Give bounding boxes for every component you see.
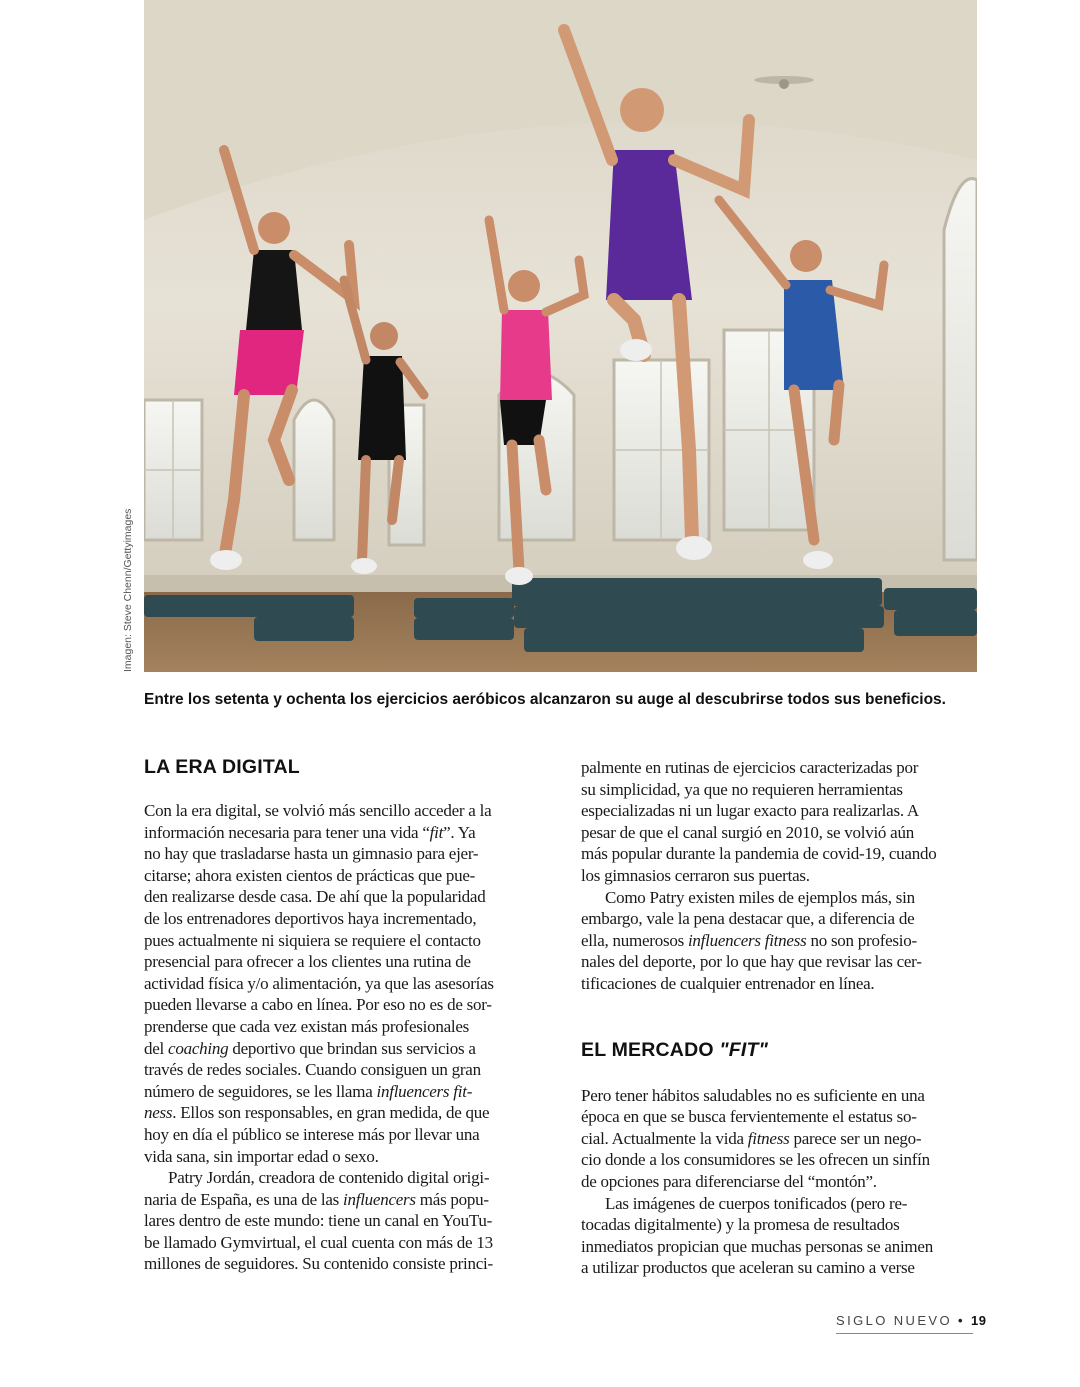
aerobics-photo (144, 0, 977, 672)
text-run: no hay que trasladarse hasta un gimnasio para ejer- (144, 844, 479, 864)
text-run: pueden llevarse a cabo en línea. Por eso no es de sor- (144, 995, 492, 1015)
italic-run: influencers (343, 1189, 416, 1209)
text-run: especializadas ni un lugar exacto para realizarlas. A (581, 801, 919, 821)
italic-run: influencers fit- (376, 1081, 473, 1101)
text-line (581, 779, 977, 801)
text-run: Como Patry existen miles de ejemplos más, sin (605, 887, 915, 907)
text-line (581, 1085, 977, 1107)
text-run: deportivo que brindan sus servicios a (228, 1038, 476, 1058)
text-line (581, 908, 977, 930)
page-footer (836, 1313, 987, 1334)
text-run: vida sana, sin importar edad o sexo. (144, 1146, 379, 1166)
text-line (144, 1253, 540, 1275)
text-line (581, 951, 977, 973)
text-line (144, 994, 540, 1016)
text-line (581, 822, 977, 844)
text-line (144, 1124, 540, 1146)
text-run: Pero tener hábitos saludables no es suficiente en una (581, 1085, 925, 1105)
text-line (581, 1236, 977, 1258)
text-run: número de seguidores, se les llama (144, 1081, 377, 1101)
text-run: pesar de que el canal surgió en 2010, se volvió aún (581, 822, 914, 842)
heading-prefix: EL MERCADO (581, 1038, 720, 1061)
text-line (581, 843, 977, 865)
text-run: presencial para ofrecer a los clientes una rutina de (144, 952, 471, 972)
section1-body-continued (581, 757, 977, 995)
text-line (144, 930, 540, 952)
text-run: cial. Actualmente la vida (581, 1128, 748, 1148)
footer-separator: • (958, 1313, 965, 1328)
text-line (581, 800, 977, 822)
text-run: del (144, 1038, 169, 1058)
text-run: a utilizar productos que aceleran su camino a verse (581, 1258, 915, 1278)
text-run: naria de España, es una de las (144, 1189, 343, 1209)
text-run: . Ellos son responsables, en gran medida, de que (172, 1103, 490, 1123)
text-line (581, 930, 977, 952)
text-run: inmediatos propician que muchas personas se animen (581, 1236, 933, 1256)
text-line (144, 1189, 540, 1211)
text-line (144, 865, 540, 887)
text-run: pues actualmente ni siquiera se requiere el contacto (144, 930, 481, 950)
text-run: hoy en día el público se interese más por llevar una (144, 1124, 480, 1144)
text-run: los gimnasios cerraron sus puertas. (581, 865, 810, 885)
text-line (581, 1214, 977, 1236)
text-line (581, 887, 977, 909)
text-line (144, 1167, 540, 1189)
text-run: be llamado Gymvirtual, el cual cuenta con más de 13 (144, 1232, 493, 1252)
text-run: den realizarse desde casa. De ahí que la popularidad (144, 887, 486, 907)
text-line (581, 865, 977, 887)
text-run: parece ser un nego- (789, 1128, 922, 1148)
left-column (144, 754, 540, 1275)
text-line (581, 1257, 977, 1279)
photo-illustration (144, 0, 977, 672)
text-line (581, 973, 977, 995)
text-run: información necesaria para tener una vida “ (144, 822, 430, 842)
text-line (144, 886, 540, 908)
text-line (144, 1059, 540, 1081)
text-line (144, 1102, 540, 1124)
section1-body (144, 800, 540, 1275)
text-run: cio donde a los consumidores se les ofrecen un sinfín (581, 1150, 930, 1170)
text-run: millones de seguidores. Su contenido consiste princi- (144, 1254, 493, 1274)
text-run: época en que se busca fervientemente el estatus so- (581, 1107, 917, 1127)
text-run: actividad física y/o alimentación, ya que las asesorías (144, 973, 494, 993)
text-run: Las imágenes de cuerpos tonificados (pero re- (605, 1193, 908, 1213)
text-line (144, 1146, 540, 1168)
text-line (144, 1016, 540, 1038)
text-run: Patry Jordán, creadora de contenido digital origi- (168, 1168, 490, 1188)
text-line (581, 1128, 977, 1150)
right-column (581, 757, 977, 1279)
text-run: través de redes sociales. Cuando consiguen un gran (144, 1060, 481, 1080)
text-line (581, 1149, 977, 1171)
heading-italic: "FIT" (719, 1038, 769, 1061)
italic-run: coaching (168, 1038, 229, 1058)
magazine-name: SIGLO NUEVO (836, 1313, 952, 1328)
text-run: no son profesio- (806, 930, 917, 950)
text-line (144, 951, 540, 973)
section-heading-la-era-digital: LA ERA DIGITAL (144, 756, 300, 778)
photo-credit: Imagen: Steve Chenn/Gettyimages (122, 508, 134, 672)
text-run: citarse; ahora existen cientos de prácticas que pue- (144, 865, 476, 885)
text-run: ella, numerosos (581, 930, 688, 950)
text-line (144, 843, 540, 865)
text-run: de los entrenadores deportivos haya incrementado, (144, 908, 477, 928)
text-line (581, 757, 977, 779)
photo-caption: Entre los setenta y ochenta los ejercicios aeróbicos alcanzaron su auge al descubrirse todos sus beneficios. (144, 691, 946, 708)
italic-run: influencers fitness (687, 930, 807, 950)
text-line (144, 1210, 540, 1232)
text-run: su simplicidad, ya que no requieren herramientas (581, 779, 903, 799)
italic-run: ness (144, 1103, 173, 1123)
text-run: Con la era digital, se volvió más sencillo acceder a la (144, 801, 492, 820)
text-line (144, 800, 540, 822)
text-run: embargo, vale la pena destacar que, a diferencia de (581, 909, 915, 929)
text-line (144, 1232, 540, 1254)
italic-run: fit (429, 822, 444, 842)
text-line (581, 1171, 977, 1193)
text-run: de opciones para diferenciarse del “montón”. (581, 1171, 877, 1191)
text-run: lares dentro de este mundo: tiene un canal en YouTu- (144, 1211, 493, 1231)
section-heading-el-mercado-fit (581, 1037, 977, 1063)
section2-body (581, 1085, 977, 1279)
text-line (581, 1106, 977, 1128)
text-run: más popu- (415, 1189, 489, 1209)
text-line (144, 1038, 540, 1060)
text-run: prenderse que cada vez existan más profesionales (144, 1016, 470, 1036)
text-line (581, 1193, 977, 1215)
text-line (144, 973, 540, 995)
text-run: nales del deporte, por lo que hay que revisar las cer- (581, 952, 922, 972)
text-line (144, 908, 540, 930)
text-line (144, 1081, 540, 1103)
text-run: tificaciones de cualquier entrenador en línea. (581, 973, 875, 993)
text-run: palmente en rutinas de ejercicios caracterizadas por (581, 758, 919, 777)
italic-run: fitness (747, 1128, 790, 1148)
text-line (144, 822, 540, 844)
page-number: 19 (970, 1313, 987, 1328)
text-run: tocadas digitalmente) y la promesa de resultados (581, 1215, 900, 1235)
text-run: más popular durante la pandemia de covid-19, cuando (581, 844, 937, 864)
text-run: ”. Ya (443, 822, 476, 842)
